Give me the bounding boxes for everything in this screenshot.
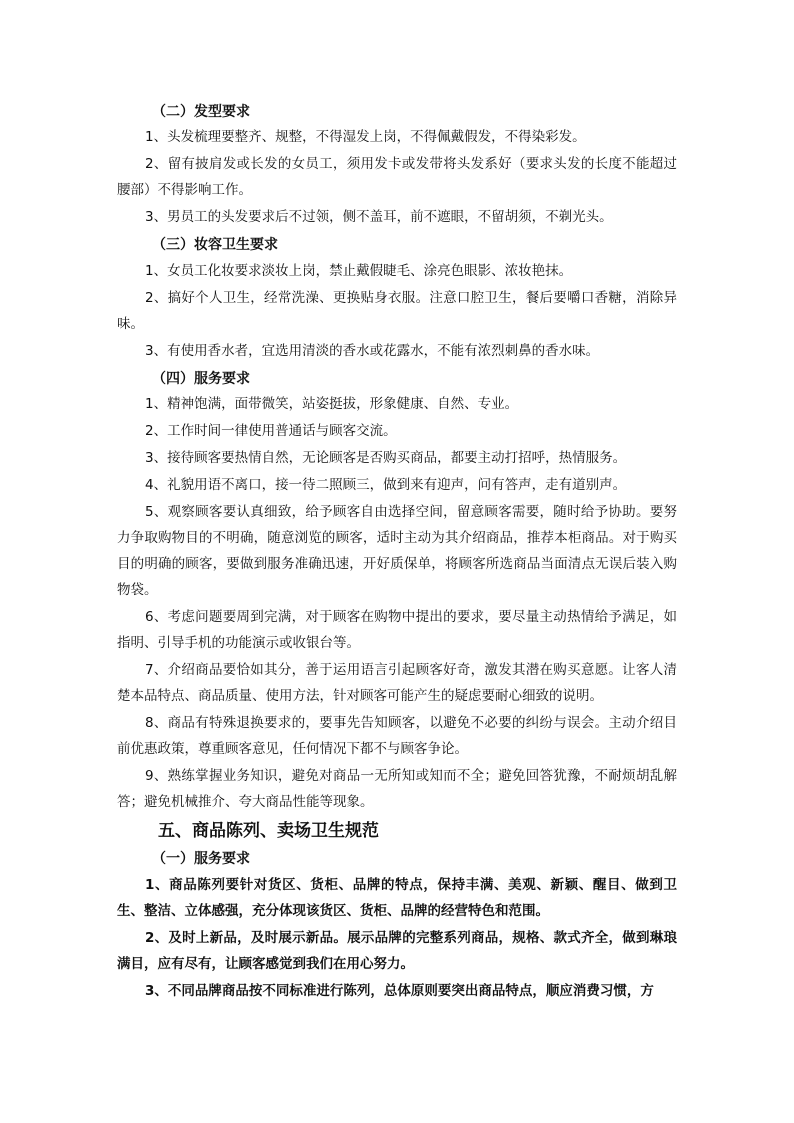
section-5-title: 五、商品陈列、卖场卫生规范	[158, 821, 379, 841]
display-item-3: 3、不同品牌商品按不同标准进行陈列，总体原则要突出商品特点，顺应消费习惯，方	[145, 983, 654, 999]
service-item-6: 6、考虑问题要周到完满，对于顾客在购物中提出的要求，要尽量主动热情给予满足，如指明、引导手机的功能演示或收银台等。	[117, 609, 677, 651]
makeup-item-3: 3、有使用香水者，宜选用清淡的香水或花露水，不能有浓烈刺鼻的香水味。	[145, 343, 600, 359]
makeup-item-2: 2、搞好个人卫生，经常洗澡、更换贴身衣服。注意口腔卫生，餐后要嚼口香糖，消除异味。	[117, 290, 677, 332]
service-item-3: 3、接待顾客要热情自然，无论顾客是否购买商品，都要主动打招呼，热情服务。	[145, 450, 627, 466]
service-item-8: 8、商品有特殊退换要求的，要事先告知顾客，以避免不必要的纠纷与误会。主动介绍目前优惠政策，尊重顾客意见，任何情况下都不与顾客争论。	[117, 715, 677, 757]
service-item-7: 7、介绍商品要恰如其分，善于运用语言引起顾客好奇，激发其潜在购买意愿。让客人清楚本品特点、商品质量、使用方法，针对顾客可能产生的疑虑要耐心细致的说明。	[117, 662, 677, 704]
hair-item-3: 3、男员工的头发要求后不过领，侧不盖耳，前不遮眼，不留胡须，不剃光头。	[145, 209, 613, 225]
hair-item-1: 1、头发梳理要整齐、规整，不得湿发上岗，不得佩戴假发，不得染彩发。	[145, 129, 586, 145]
service-item-1: 1、精神饱满，面带微笑，站姿挺拔，形象健康、自然、专业。	[145, 396, 519, 412]
display-item-2: 2、及时上新品，及时展示新品。展示品牌的完整系列商品，规格、款式齐全，做到琳琅满目，应有尽有，让顾客感觉到我们在用心努力。	[117, 930, 677, 972]
hair-item-2: 2、留有披肩发或长发的女员工，须用发卡或发带将头发系好（要求头发的长度不能超过腰部）不得影响工作。	[117, 156, 677, 198]
service-item-4: 4、礼貌用语不离口，接一待二照顾三，做到来有迎声，问有答声，走有道别声。	[145, 477, 627, 493]
service-item-5: 5、观察顾客要认真细致，给予顾客自由选择空间，留意顾客需要，随时给予协助。要努力争取购物目的不明确，随意浏览的顾客，适时主动为其介绍商品，推荐本柜商品。对于购买目的明确的顾客，要做到服务准确迅速，开好质保单，将顾客所选商品当面清点无误后装入购物袋。	[117, 504, 677, 598]
hair-heading: （二）发型要求	[152, 104, 250, 120]
section-5-sub-heading: （一）服务要求	[152, 851, 250, 867]
makeup-item-1: 1、女员工化妆要求淡妆上岗，禁止戴假睫毛、涂亮色眼影、浓妆艳抹。	[145, 263, 573, 279]
display-item-1: 1、商品陈列要针对货区、货柜、品牌的特点，保持丰满、美观、新颖、醒目、做到卫生、整洁、立体感强，充分体现该货区、货柜、品牌的经营特色和范围。	[117, 877, 677, 919]
makeup-heading: （三）妆容卫生要求	[152, 237, 278, 253]
service-item-9: 9、熟练掌握业务知识，避免对商品一无所知或知而不全；避免回答犹豫，不耐烦胡乱解答；避免机械推介、夸大商品性能等现象。	[117, 768, 677, 810]
service-item-2: 2、工作时间一律使用普通话与顾客交流。	[145, 423, 397, 439]
service-heading: （四）服务要求	[152, 371, 250, 387]
